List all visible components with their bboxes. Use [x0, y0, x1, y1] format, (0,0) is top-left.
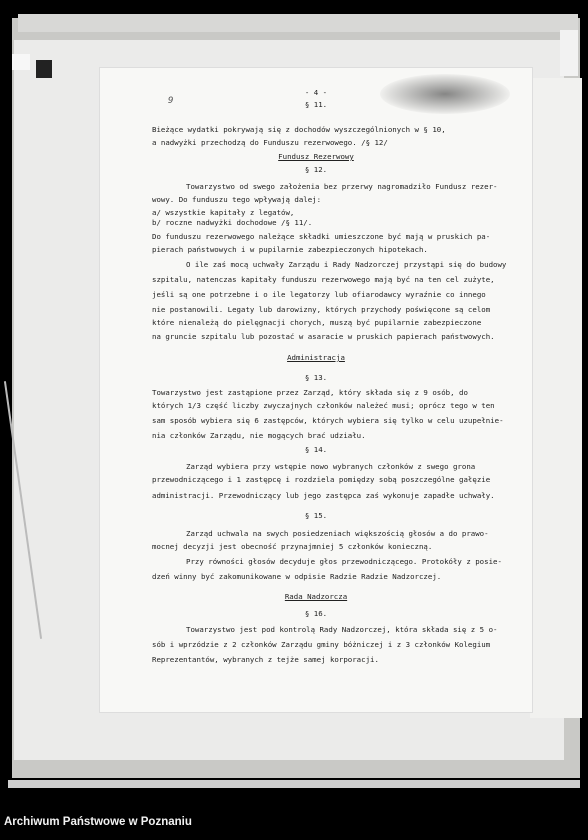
document-line: Bieżące wydatki pokrywają się z dochodów wyszczególnionych w § 10,: [152, 125, 446, 134]
margin-note: 9: [168, 96, 174, 106]
section-number: § 16.: [304, 609, 328, 618]
document-line: Towarzystwo jest pod kontrolą Rady Nadzorczej, która składa się z 5 o-: [186, 625, 498, 634]
top-paper-strip: [18, 14, 578, 32]
section-number: § 11.: [304, 100, 328, 109]
left-paper-tab: [12, 54, 30, 70]
section-heading: Rada Nadzorcza: [284, 592, 348, 601]
document-line: które nienależą do pielęgnacji chorych, muszą być pupilarnie zabezpieczone: [152, 318, 482, 327]
typed-document-page: [100, 68, 532, 712]
section-heading: Administracja: [287, 353, 345, 362]
document-line: Do funduszu rezerwowego należące składki umieszczone być mają w pruskich pa-: [152, 232, 491, 241]
document-line: mocnej decyzji jest obecność przynajmniej 5 członków konieczną.: [152, 542, 433, 551]
document-line: Zarząd uchwala na swych posiedzeniach większością głosów a do prawo-: [186, 529, 489, 538]
document-line: sób i wprzódzie z 2 członków Zarządu gminy bóżniczej i z 3 członków Kolegium: [152, 640, 491, 649]
section-heading: Fundusz Rezerwowy: [278, 152, 354, 161]
document-line: pierach państwowych i w pupilarnie zabezpieczonych hipotekach.: [152, 245, 428, 254]
document-line: Zarząd wybiera przy wstępie nowo wybranych członków z swego grona: [186, 462, 476, 471]
document-line: Przy równości głosów decyduje głos przewodniczącego. Protokóły z posie-: [186, 557, 502, 566]
section-number: § 13.: [304, 373, 328, 382]
document-line: Towarzystwo jest zastąpione przez Zarząd, który składa się z 9 osób, do: [152, 388, 468, 397]
document-line: dzeń winny być zakomunikowane w odpisie Radzie Radzie Nadzorczej.: [152, 572, 442, 581]
document-line: przewodniczącego i 1 zastępcę i rozdziela pomiędzy sobą poszczególne gałęzie: [152, 475, 491, 484]
dark-corner-mark: [36, 60, 52, 78]
document-line: Towarzystwo od swego założenia bez przerwy nagromadziło Fundusz rezer-: [186, 182, 498, 191]
right-sheet-edge: [530, 78, 582, 718]
document-line: nie postanowili. Legaty lub darowizny, których przychody poświęcone są celom: [152, 305, 491, 314]
document-line: jeśli są one potrzebne i o ile legatorzy lub ofiarodawcy wyraźnie co innego: [152, 290, 486, 299]
document-line: szpitalu, natenczas kapitały funduszu rezerwowego mają być na ten cel zużyte,: [152, 275, 495, 284]
section-number: § 15.: [304, 511, 328, 520]
page-number: - 4 -: [304, 88, 328, 97]
archive-credit: Archiwum Państwowe w Poznaniu: [4, 816, 192, 828]
right-paper-tab: [560, 30, 578, 76]
document-line: sam sposób wybiera się 6 zastępców, których wybiera się tylko w celu uzupełnie-: [152, 416, 504, 425]
document-line: b/ roczne nadwyżki dochodowe /§ 11/.: [152, 218, 313, 227]
document-line: których 1/3 część liczby zwyczajnych członków należeć musi; oprócz tego w ten: [152, 401, 495, 410]
section-number: § 12.: [304, 165, 328, 174]
document-line: wowy. Do funduszu tego wpływają dalej:: [152, 195, 322, 204]
bottom-paper-band: [8, 780, 580, 788]
document-line: a nadwyżki przechodzą do Funduszu rezerwowego. /§ 12/: [152, 138, 388, 147]
document-line: a/ wszystkie kapitały z legatów,: [152, 208, 295, 217]
document-line: O ile zaś mocą uchwały Zarządu i Rady Nadzorczej przystąpi się do budowy: [186, 260, 507, 269]
section-number: § 14.: [304, 445, 328, 454]
document-line: na gruncie szpitalu lub pozostać w asaracie w pruskich papierach państwowych.: [152, 332, 495, 341]
document-line: Reprezentantów, wybranych z tejże samej korporacji.: [152, 655, 379, 664]
document-line: nia członków Zarządu, nie mogących brać udziału.: [152, 431, 366, 440]
document-line: administracji. Przewodniczący lub jego zastępca zaś wykonuje zapadłe uchwały.: [152, 491, 495, 500]
